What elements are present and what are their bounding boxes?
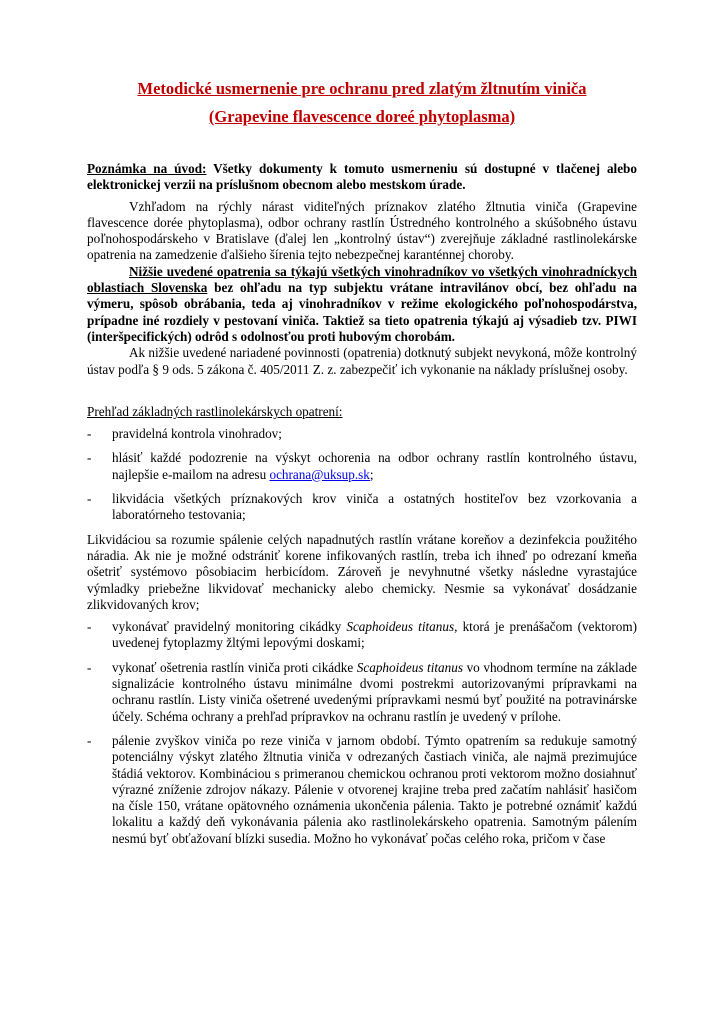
intro-note-text: Všetky dokumenty k tomuto usmerneniu sú dostupné v tlačenej alebo elektronickej verzii na príslušnom obecnom alebo mestskom úrade. [87, 161, 637, 193]
measures-list-2 [87, 619, 637, 847]
list-item [87, 491, 637, 524]
list-item-text: likvidácia všetkých príznakových krov viniča a ostatných hostiteľov bez vzorkovania a laboratórneho testovania; [112, 491, 637, 523]
scope-underlined: Nižšie uvedené opatrenia sa týkajú všetkých vinohradníkov vo všetkých vinohradníckych oblastiach Slovenska [87, 263, 637, 296]
dash-marker: - [87, 491, 92, 507]
document-subtitle: (Grapevine flavescence doreé phytoplasma) [208, 107, 516, 126]
list-item-text: hlásiť každé podozrenie na výskyt ochorenia na odbor ochrany rastlín kontrolného ústavu, najlepšie e-mailom na adresu [112, 450, 637, 482]
list-item [87, 660, 637, 725]
list-item-text: pálenie zvyškov viniča po reze viniča v jarnom období. Týmto opatrením sa redukuje samotný potenciálny výskyt zlatého žltnutia viniča v odrezaných častiach viniča, ale najmä prezimujúce štádiá vektorov. Kombináciou s primeranou chemickou ochranou proti vektorom možno dosiahnuť výrazné zníženie zdrojov nákazy. Pálenie v otvorenej krajine treba pred začatím nahlásiť hasičom na čísle 150, vrátane opätovného oznámenia ukončenia pálenia. Takto je potrebné oznámiť každú lokalitu a každý deň vykonávania pálenia ako rastlinolekárskeho opatrenia. Samotným pálením nesmú byť obťažovaní blízki susedia. Možno ho vykonávať počas celého roka, pričom v čase [112, 732, 637, 846]
list-item-text: pravidelná kontrola vinohradov; [112, 426, 282, 442]
dash-marker: - [87, 659, 92, 675]
paragraph-scope [87, 264, 637, 345]
list-item-text: vykonávať pravidelný monitoring cikádky [112, 619, 347, 635]
list-item-text: vykonať ošetrenia rastlín viniča proti cikádke [112, 659, 357, 675]
list-item-text: , ktorá je prenášačom (vektorom) uvedenej fytoplazmy žltými lepovými doskami; [112, 619, 637, 651]
list-item-text: vo vhodnom termíne na základe signalizácie kontrolného ústavu minimálne dvomi postrekmi autorizovanými prípravkami na ochranu rastlín. Listy viniča ošetrené uvedenými prípravkami nesmú byť použité na potravinárske účely. Schéma ochrany a prehľad prípravkov na ochranu rastlín je uvedený v prílohe. [112, 659, 637, 724]
paragraph-liquidation: Likvidáciou sa rozumie spálenie celých napadnutých rastlín vrátane koreňov a dezinfekcia použitého náradia. Ak nie je možné odstrániť korene infikovaných rastlín, treba ich ihneď po odrezaní kmeňa ošetriť systémovo pôsobiacim herbicídom. Zároveň je nevyhnutné všetky následne vyrastajúce výmladky priebežne likvidovať mechanicky alebo chemicky. Nesmie sa vykonávať dosádzanie zlikvidovaných krov; [87, 531, 637, 612]
document-title: Metodické usmernenie pre ochranu pred zlatým žltnutím viniča [137, 79, 587, 98]
measures-list-1 [87, 426, 637, 523]
scope-rest: bez ohľadu na typ subjektu vrátane intravilánov obcí, bez ohľadu na výmeru, spôsob obrábania, teda aj vinohradníkov v režime ekologického poľnohospodárstva, prípadne iné rozdiely v pestovaní viniča. Taktiež sa tieto opatrenia týkajú aj výsadieb tzv. PIWI (interšpecifických) odrôd s odolnosťou proti hubovým chorobám. [87, 280, 638, 344]
dash-marker: - [87, 619, 92, 635]
list-item-text: ; [369, 466, 374, 482]
list-item [87, 450, 637, 483]
dash-marker: - [87, 426, 92, 442]
dash-marker: - [87, 732, 92, 748]
list-item [87, 426, 637, 442]
paragraph-enforcement: Ak nižšie uvedené nariadené povinnosti (opatrenia) dotknutý subjekt nevykoná, môže kontrolný ústav podľa § 9 ods. 5 zákona č. 405/2011 Z. z. zabezpečiť ich vykonanie na náklady príslušnej osoby. [87, 345, 637, 377]
species-name: Scaphoideus titanus [356, 659, 463, 675]
intro-note [87, 161, 637, 194]
email-link[interactable]: ochrana@uksup.sk [269, 466, 370, 482]
paragraph-context: Vzhľadom na rýchly nárast viditeľných príznakov zlatého žltnutia viniča (Grapevine flavescence dorée phytoplasma), odbor ochrany rastlín Ústredného kontrolného a skúšobného ústavu poľnohospodárskeho v Bratislave (ďalej len „kontrolný ústav“) zverejňuje základné rastlinolekárske opatrenia na zamedzenie ďalšieho šírenia tejto nebezpečnej karanténnej choroby. [87, 198, 637, 263]
dash-marker: - [87, 450, 92, 466]
intro-note-label: Poznámka na úvod: [87, 161, 207, 176]
list-item [87, 733, 637, 847]
list-item [87, 619, 637, 652]
species-name: Scaphoideus titanus [346, 619, 455, 635]
overview-heading: Prehľad základných rastlinolekárskych opatrení: [87, 403, 343, 419]
